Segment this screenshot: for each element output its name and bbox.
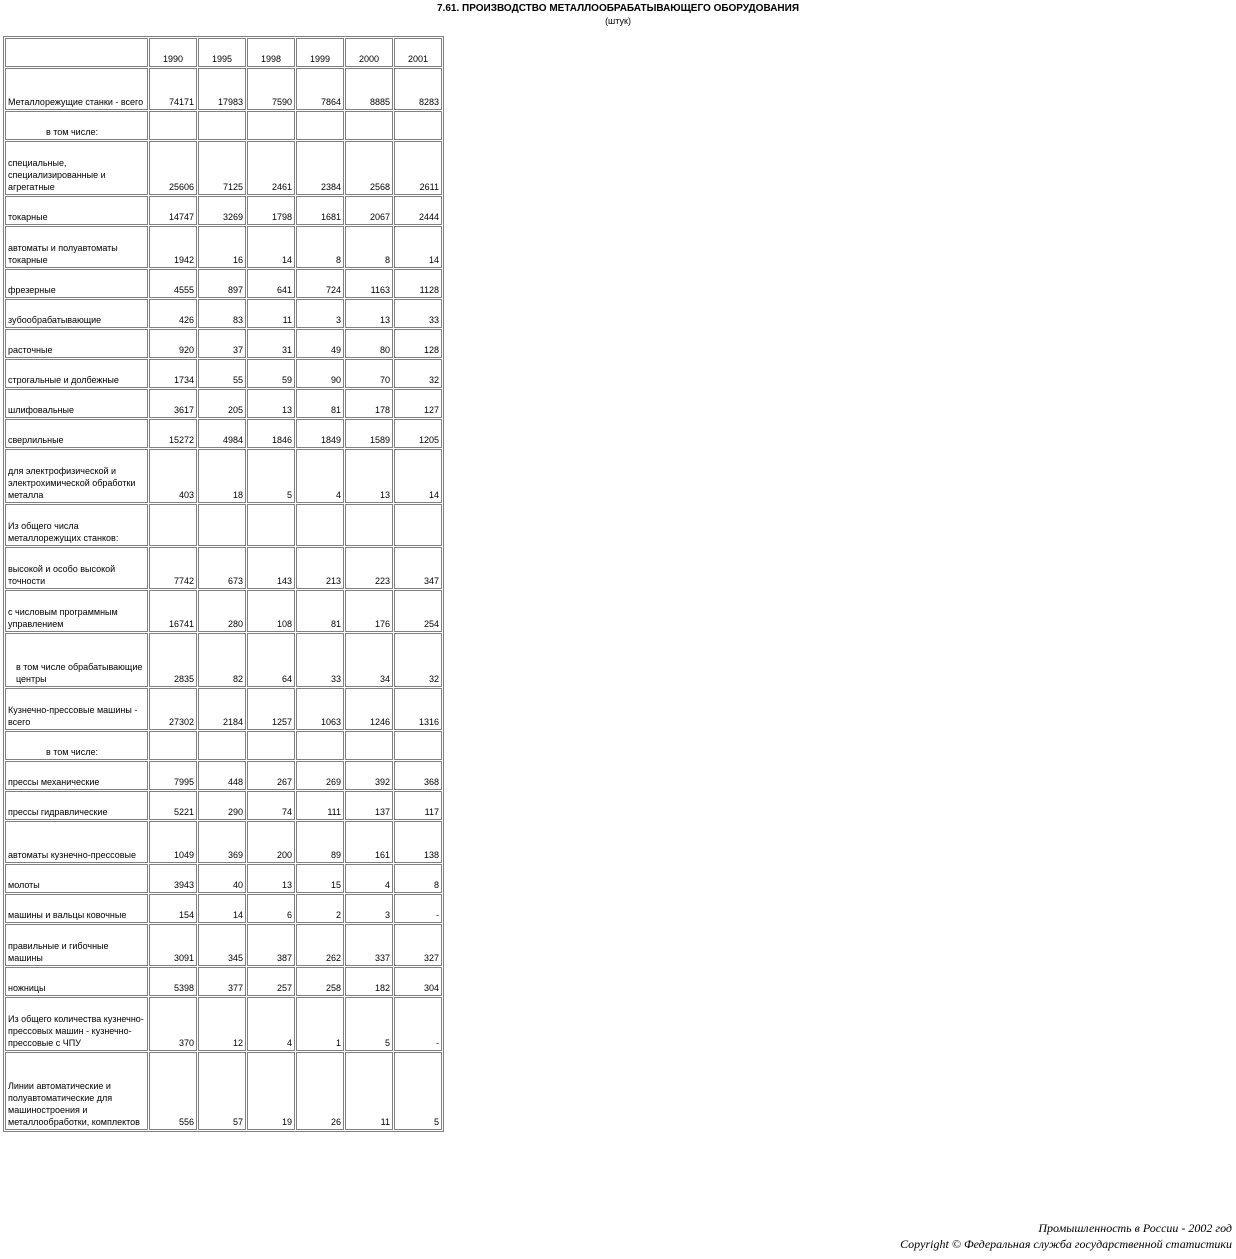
production-table (3, 36, 444, 1132)
value-cell: 55 (198, 359, 246, 388)
row-label-cell: молоты (5, 864, 148, 893)
value-cell: 13 (345, 449, 393, 503)
value-cell: 7864 (296, 68, 344, 110)
table-row (5, 688, 442, 730)
value-cell (198, 504, 246, 546)
value-cell: 138 (394, 821, 442, 863)
table-row (5, 791, 442, 820)
value-cell: 290 (198, 791, 246, 820)
value-cell: 327 (394, 924, 442, 966)
row-label-cell: прессы гидравлические (5, 791, 148, 820)
row-label-cell: Металлорежущие станки - всего (5, 68, 148, 110)
value-cell: 262 (296, 924, 344, 966)
value-cell: 377 (198, 967, 246, 996)
value-cell: 117 (394, 791, 442, 820)
table-row (5, 329, 442, 358)
value-cell: - (394, 894, 442, 923)
value-cell: 2384 (296, 141, 344, 195)
value-cell: 128 (394, 329, 442, 358)
value-cell: 4 (247, 997, 295, 1051)
row-label-cell: расточные (5, 329, 148, 358)
value-cell: 59 (247, 359, 295, 388)
value-cell: 14 (198, 894, 246, 923)
value-cell: 2461 (247, 141, 295, 195)
value-cell: 176 (345, 590, 393, 632)
value-cell: 34 (345, 633, 393, 687)
value-cell: 641 (247, 269, 295, 298)
value-cell: 154 (149, 894, 197, 923)
row-label-cell: прессы механические (5, 761, 148, 790)
row-label-cell: Из общего числа металлорежущих станков: (5, 504, 148, 546)
value-cell: 33 (296, 633, 344, 687)
value-cell: 7125 (198, 141, 246, 195)
value-cell: 254 (394, 590, 442, 632)
value-cell (296, 731, 344, 760)
value-cell (345, 504, 393, 546)
value-cell (198, 731, 246, 760)
value-cell: 673 (198, 547, 246, 589)
value-cell: 7742 (149, 547, 197, 589)
row-label-cell: правильные и гибочные машины (5, 924, 148, 966)
value-cell: 304 (394, 967, 442, 996)
value-cell: 33 (394, 299, 442, 328)
table-row (5, 111, 442, 140)
table-row (5, 997, 442, 1051)
footer-publication: Промышленность в России - 2002 год (1038, 1221, 1232, 1235)
value-cell: 27302 (149, 688, 197, 730)
row-label-cell: Кузнечно-прессовые машины - всего (5, 688, 148, 730)
value-cell: 920 (149, 329, 197, 358)
table-row (5, 731, 442, 760)
value-cell: 205 (198, 389, 246, 418)
row-label-cell: сверлильные (5, 419, 148, 448)
value-cell: 26 (296, 1052, 344, 1130)
value-cell: 57 (198, 1052, 246, 1130)
value-cell: 257 (247, 967, 295, 996)
table-row (5, 864, 442, 893)
value-cell: 40 (198, 864, 246, 893)
row-label-cell: автоматы и полуавтоматы токарные (5, 226, 148, 268)
value-cell: 2611 (394, 141, 442, 195)
table-row (5, 590, 442, 632)
value-cell: 1049 (149, 821, 197, 863)
row-label-cell: машины и вальцы ковочные (5, 894, 148, 923)
row-label-cell: фрезерные (5, 269, 148, 298)
value-cell: 37 (198, 329, 246, 358)
value-cell: 368 (394, 761, 442, 790)
table-row (5, 504, 442, 546)
table-row (5, 141, 442, 195)
table-row (5, 821, 442, 863)
value-cell (149, 504, 197, 546)
value-cell: 8 (296, 226, 344, 268)
footer-copyright: Copyright © Федеральная служба государственной статистики (900, 1237, 1232, 1251)
value-cell: 11 (247, 299, 295, 328)
value-cell: 2568 (345, 141, 393, 195)
value-cell: 19 (247, 1052, 295, 1130)
value-cell: 5 (394, 1052, 442, 1130)
table-row (5, 359, 442, 388)
value-cell: 3943 (149, 864, 197, 893)
value-cell: 7590 (247, 68, 295, 110)
header-year-cell: 1998 (247, 38, 295, 67)
value-cell: 345 (198, 924, 246, 966)
value-cell: 8 (345, 226, 393, 268)
value-cell: 426 (149, 299, 197, 328)
value-cell: 64 (247, 633, 295, 687)
value-cell: 3091 (149, 924, 197, 966)
value-cell (394, 504, 442, 546)
value-cell: 1128 (394, 269, 442, 298)
value-cell: 18 (198, 449, 246, 503)
value-cell: 14 (394, 226, 442, 268)
table-row (5, 547, 442, 589)
value-cell: 111 (296, 791, 344, 820)
row-label-cell: высокой и особо высокой точности (5, 547, 148, 589)
header-label-cell (5, 38, 148, 67)
table-row (5, 226, 442, 268)
value-cell: 137 (345, 791, 393, 820)
value-cell: 269 (296, 761, 344, 790)
value-cell: 897 (198, 269, 246, 298)
value-cell: 13 (247, 864, 295, 893)
value-cell: - (394, 997, 442, 1051)
value-cell: 74 (247, 791, 295, 820)
value-cell: 16 (198, 226, 246, 268)
row-label-cell: в том числе обрабатывающие центры (5, 633, 148, 687)
value-cell (247, 731, 295, 760)
table-row (5, 196, 442, 225)
value-cell: 448 (198, 761, 246, 790)
row-label-cell: для электрофизической и электрохимической обработки металла (5, 449, 148, 503)
value-cell: 2067 (345, 196, 393, 225)
value-cell: 4984 (198, 419, 246, 448)
table-row (5, 924, 442, 966)
header-year-cell: 1999 (296, 38, 344, 67)
row-label-cell: зубообрабатывающие (5, 299, 148, 328)
header-year-cell: 2000 (345, 38, 393, 67)
value-cell: 387 (247, 924, 295, 966)
value-cell: 1846 (247, 419, 295, 448)
value-cell: 80 (345, 329, 393, 358)
value-cell: 81 (296, 389, 344, 418)
table-header-row (5, 38, 442, 67)
row-label-cell: специальные, специализированные и агрегатные (5, 141, 148, 195)
value-cell: 32 (394, 633, 442, 687)
value-cell: 15 (296, 864, 344, 893)
value-cell: 2184 (198, 688, 246, 730)
row-label-cell: шлифовальные (5, 389, 148, 418)
value-cell: 1734 (149, 359, 197, 388)
value-cell: 1589 (345, 419, 393, 448)
value-cell: 1681 (296, 196, 344, 225)
value-cell: 3269 (198, 196, 246, 225)
table-row (5, 68, 442, 110)
value-cell: 4 (345, 864, 393, 893)
value-cell: 143 (247, 547, 295, 589)
value-cell: 213 (296, 547, 344, 589)
value-cell: 8283 (394, 68, 442, 110)
value-cell: 337 (345, 924, 393, 966)
table-row (5, 633, 442, 687)
value-cell (394, 111, 442, 140)
row-label-cell: в том числе: (5, 111, 148, 140)
row-label-cell: Линии автоматические и полуавтоматические для машиностроения и металлообработки, комплектов (5, 1052, 148, 1130)
table-row (5, 967, 442, 996)
table-row (5, 761, 442, 790)
value-cell (247, 111, 295, 140)
value-cell: 2 (296, 894, 344, 923)
header-year-cell: 1995 (198, 38, 246, 67)
value-cell: 3 (345, 894, 393, 923)
value-cell: 4 (296, 449, 344, 503)
value-cell: 258 (296, 967, 344, 996)
value-cell: 16741 (149, 590, 197, 632)
page-title: 7.61. ПРОИЗВОДСТВО МЕТАЛЛООБРАБАТЫВАЮЩЕГО ОБОРУДОВАНИЯ (436, 3, 800, 14)
value-cell (247, 504, 295, 546)
row-label-cell: с числовым программным управлением (5, 590, 148, 632)
value-cell: 369 (198, 821, 246, 863)
value-cell (394, 731, 442, 760)
value-cell: 280 (198, 590, 246, 632)
row-label-cell: в том числе: (5, 731, 148, 760)
value-cell: 1246 (345, 688, 393, 730)
value-cell (149, 111, 197, 140)
value-cell: 1257 (247, 688, 295, 730)
value-cell: 89 (296, 821, 344, 863)
value-cell: 1316 (394, 688, 442, 730)
value-cell: 12 (198, 997, 246, 1051)
row-label-cell: строгальные и долбежные (5, 359, 148, 388)
value-cell: 82 (198, 633, 246, 687)
value-cell: 70 (345, 359, 393, 388)
header-year-cell: 1990 (149, 38, 197, 67)
value-cell (296, 111, 344, 140)
value-cell: 127 (394, 389, 442, 418)
value-cell: 14 (394, 449, 442, 503)
value-cell: 2835 (149, 633, 197, 687)
value-cell (149, 731, 197, 760)
value-cell: 1 (296, 997, 344, 1051)
value-cell: 178 (345, 389, 393, 418)
value-cell: 108 (247, 590, 295, 632)
value-cell (198, 111, 246, 140)
value-cell: 81 (296, 590, 344, 632)
value-cell: 17983 (198, 68, 246, 110)
value-cell: 74171 (149, 68, 197, 110)
value-cell: 32 (394, 359, 442, 388)
value-cell: 14747 (149, 196, 197, 225)
value-cell: 11 (345, 1052, 393, 1130)
value-cell: 200 (247, 821, 295, 863)
value-cell: 83 (198, 299, 246, 328)
row-label-cell: Из общего количества кузнечно-прессовых машин - кузнечно-прессовые с ЧПУ (5, 997, 148, 1051)
value-cell: 4555 (149, 269, 197, 298)
value-cell: 5 (247, 449, 295, 503)
value-cell: 267 (247, 761, 295, 790)
value-cell: 5221 (149, 791, 197, 820)
value-cell: 90 (296, 359, 344, 388)
value-cell: 5 (345, 997, 393, 1051)
value-cell: 1798 (247, 196, 295, 225)
value-cell: 1849 (296, 419, 344, 448)
table-row (5, 389, 442, 418)
value-cell: 8885 (345, 68, 393, 110)
value-cell: 3617 (149, 389, 197, 418)
row-label-cell: автоматы кузнечно-прессовые (5, 821, 148, 863)
value-cell: 223 (345, 547, 393, 589)
value-cell: 49 (296, 329, 344, 358)
value-cell (345, 111, 393, 140)
value-cell: 31 (247, 329, 295, 358)
row-label-cell: ножницы (5, 967, 148, 996)
row-label-cell: токарные (5, 196, 148, 225)
value-cell: 392 (345, 761, 393, 790)
value-cell: 347 (394, 547, 442, 589)
page-subtitle: (штук) (605, 16, 631, 26)
table-row (5, 449, 442, 503)
header-year-cell: 2001 (394, 38, 442, 67)
table-row (5, 419, 442, 448)
table-row (5, 269, 442, 298)
value-cell: 3 (296, 299, 344, 328)
value-cell: 13 (345, 299, 393, 328)
value-cell: 1205 (394, 419, 442, 448)
value-cell: 182 (345, 967, 393, 996)
table-row (5, 894, 442, 923)
value-cell: 8 (394, 864, 442, 893)
value-cell: 2444 (394, 196, 442, 225)
value-cell: 403 (149, 449, 197, 503)
value-cell: 13 (247, 389, 295, 418)
value-cell: 370 (149, 997, 197, 1051)
table-row (5, 1052, 442, 1130)
value-cell: 5398 (149, 967, 197, 996)
value-cell: 1942 (149, 226, 197, 268)
value-cell: 15272 (149, 419, 197, 448)
value-cell: 556 (149, 1052, 197, 1130)
table-body (5, 68, 442, 1130)
value-cell (296, 504, 344, 546)
value-cell (345, 731, 393, 760)
value-cell: 7995 (149, 761, 197, 790)
value-cell: 724 (296, 269, 344, 298)
value-cell: 1063 (296, 688, 344, 730)
value-cell: 161 (345, 821, 393, 863)
value-cell: 1163 (345, 269, 393, 298)
table-row (5, 299, 442, 328)
value-cell: 14 (247, 226, 295, 268)
value-cell: 6 (247, 894, 295, 923)
value-cell: 25606 (149, 141, 197, 195)
